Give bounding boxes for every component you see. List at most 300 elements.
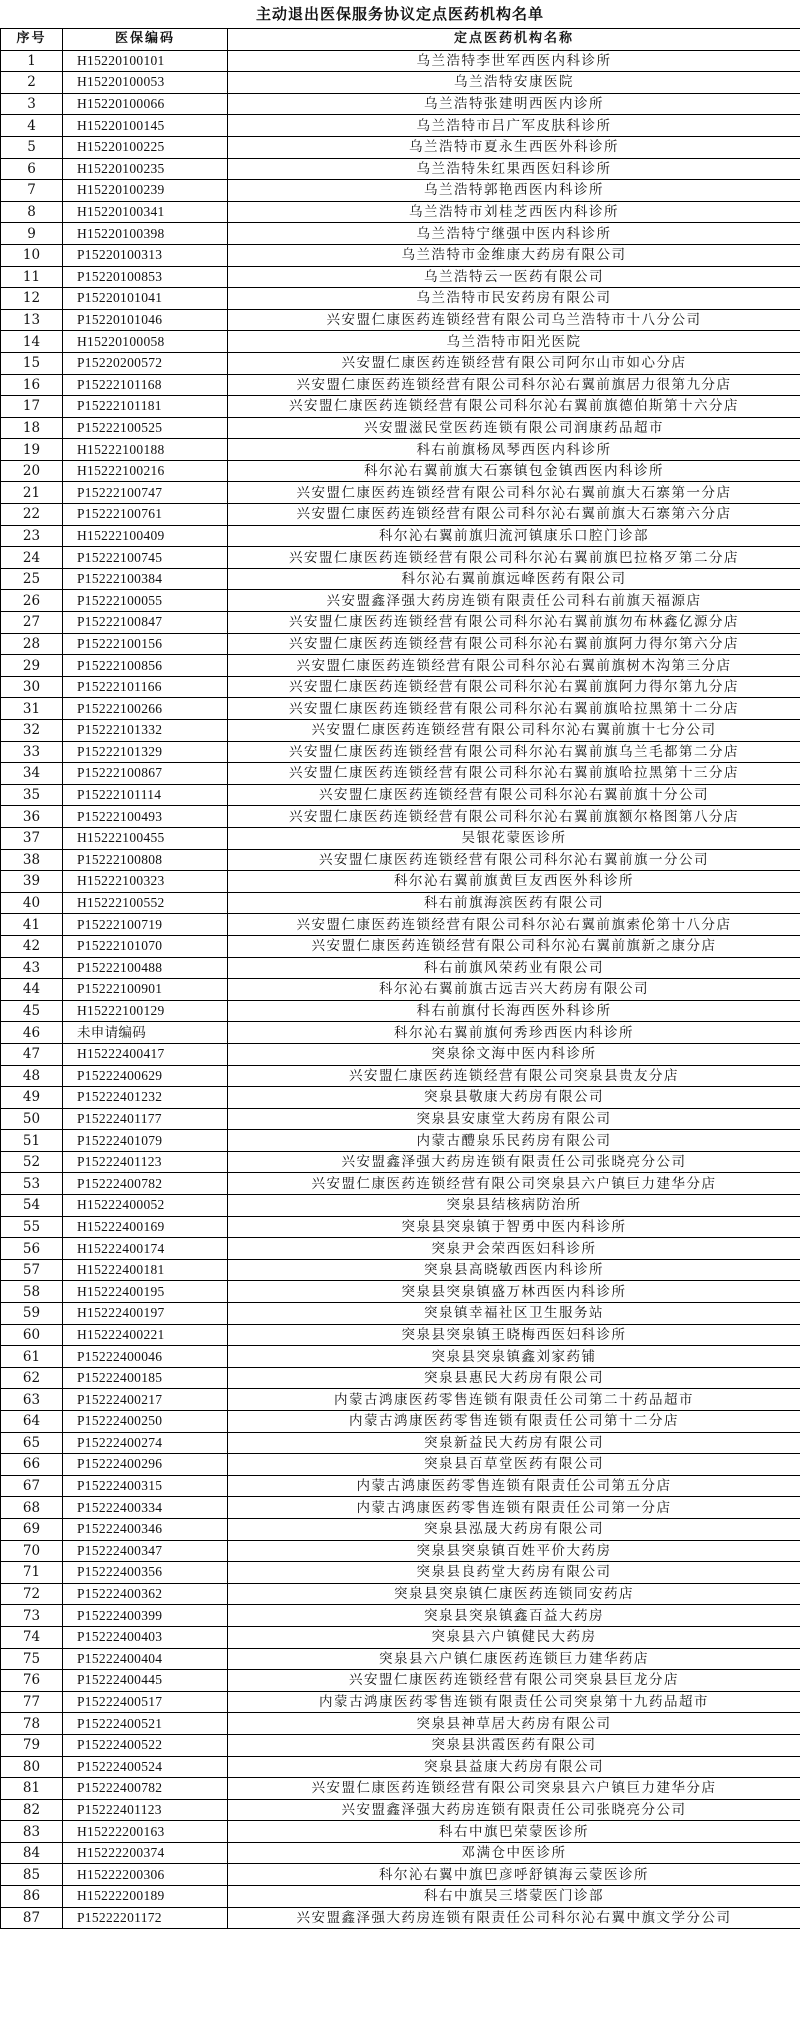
table-row <box>1 180 800 202</box>
row-index: 4 <box>1 115 63 137</box>
row-insurance-code: P15222100901 <box>63 979 228 1001</box>
row-index: 20 <box>1 460 63 482</box>
row-insurance-code: H15222400417 <box>63 1043 228 1065</box>
row-index: 33 <box>1 741 63 763</box>
row-insurance-code: H15222100455 <box>63 827 228 849</box>
row-insurance-code: H15220100235 <box>63 158 228 180</box>
row-insurance-code: P15220200572 <box>63 352 228 374</box>
row-institution-name: 内蒙古鸿康医药零售连锁有限责任公司第十二分店 <box>228 1411 800 1433</box>
row-institution-name: 乌兰浩特朱红果西医妇科诊所 <box>228 158 800 180</box>
row-insurance-code: P15220100853 <box>63 266 228 288</box>
table-row <box>1 568 800 590</box>
row-index: 35 <box>1 784 63 806</box>
table-row <box>1 158 800 180</box>
header-institution-name: 定点医药机构名称 <box>228 29 800 51</box>
row-institution-name: 突泉县突泉镇仁康医药连锁同安药店 <box>228 1583 800 1605</box>
row-institution-name: 兴安盟仁康医药连锁经营有限公司科尔沁右翼前旗德伯斯第十六分店 <box>228 396 800 418</box>
row-index: 44 <box>1 979 63 1001</box>
table-row <box>1 1195 800 1217</box>
row-insurance-code: P15222100719 <box>63 914 228 936</box>
table-row <box>1 1605 800 1627</box>
table-row <box>1 1411 800 1433</box>
table-header-row <box>1 29 800 51</box>
row-index: 19 <box>1 439 63 461</box>
row-index: 59 <box>1 1303 63 1325</box>
row-insurance-code: P15222100808 <box>63 849 228 871</box>
row-insurance-code: P15222400524 <box>63 1756 228 1778</box>
row-institution-name: 突泉县六户镇健民大药房 <box>228 1626 800 1648</box>
row-insurance-code: P15222401123 <box>63 1799 228 1821</box>
table-row <box>1 460 800 482</box>
row-index: 66 <box>1 1454 63 1476</box>
row-insurance-code: H15222400197 <box>63 1303 228 1325</box>
row-index: 75 <box>1 1648 63 1670</box>
row-institution-name: 科右前旗付长海西医外科诊所 <box>228 1000 800 1022</box>
row-index: 83 <box>1 1821 63 1843</box>
row-index: 16 <box>1 374 63 396</box>
row-institution-name: 内蒙古醴泉乐民药房有限公司 <box>228 1130 800 1152</box>
row-index: 26 <box>1 590 63 612</box>
row-index: 56 <box>1 1238 63 1260</box>
table-row <box>1 1173 800 1195</box>
table-row <box>1 1756 800 1778</box>
row-index: 5 <box>1 136 63 158</box>
row-index: 71 <box>1 1562 63 1584</box>
table-row <box>1 1497 800 1519</box>
row-institution-name: 兴安盟鑫泽强大药房连锁有限责任公司张晓亮分公司 <box>228 1151 800 1173</box>
row-index: 29 <box>1 655 63 677</box>
row-institution-name: 科右中旗巴荣蒙医诊所 <box>228 1821 800 1843</box>
row-insurance-code: H15222200163 <box>63 1821 228 1843</box>
table-body <box>1 50 800 1929</box>
row-insurance-code: P15222400445 <box>63 1670 228 1692</box>
row-insurance-code: P15222100266 <box>63 698 228 720</box>
row-institution-name: 突泉县突泉镇鑫刘家药铺 <box>228 1346 800 1368</box>
row-index: 58 <box>1 1281 63 1303</box>
row-index: 31 <box>1 698 63 720</box>
table-row <box>1 914 800 936</box>
row-index: 34 <box>1 763 63 785</box>
table-row <box>1 1432 800 1454</box>
row-institution-name: 兴安盟仁康医药连锁经营有限公司阿尔山市如心分店 <box>228 352 800 374</box>
row-institution-name: 兴安盟仁康医药连锁经营有限公司科尔沁右翼前旗十七分公司 <box>228 720 800 742</box>
institution-table <box>0 28 800 1929</box>
row-insurance-code: H15220100145 <box>63 115 228 137</box>
row-insurance-code: H15222400221 <box>63 1324 228 1346</box>
table-row <box>1 439 800 461</box>
row-institution-name: 兴安盟仁康医药连锁经营有限公司突泉县六户镇巨力建华分店 <box>228 1778 800 1800</box>
row-index: 76 <box>1 1670 63 1692</box>
row-institution-name: 兴安盟滋民堂医药连锁有限公司润康药品超市 <box>228 417 800 439</box>
row-insurance-code: H15222100216 <box>63 460 228 482</box>
row-index: 62 <box>1 1367 63 1389</box>
row-index: 73 <box>1 1605 63 1627</box>
row-index: 14 <box>1 331 63 353</box>
row-insurance-code: P15222401123 <box>63 1151 228 1173</box>
row-institution-name: 乌兰浩特市民安药房有限公司 <box>228 288 800 310</box>
header-index: 序号 <box>1 29 63 51</box>
row-index: 78 <box>1 1713 63 1735</box>
table-row <box>1 1324 800 1346</box>
row-insurance-code: H15220100058 <box>63 331 228 353</box>
row-institution-name: 兴安盟仁康医药连锁经营有限公司突泉县贵友分店 <box>228 1065 800 1087</box>
row-insurance-code: H15220100341 <box>63 201 228 223</box>
row-index: 61 <box>1 1346 63 1368</box>
row-index: 9 <box>1 223 63 245</box>
row-institution-name: 科右前旗海滨医药有限公司 <box>228 892 800 914</box>
row-insurance-code: P15222400296 <box>63 1454 228 1476</box>
row-insurance-code: P15222400185 <box>63 1367 228 1389</box>
row-institution-name: 兴安盟仁康医药连锁经营有限公司科尔沁右翼前旗新之康分店 <box>228 935 800 957</box>
row-insurance-code: H15222100129 <box>63 1000 228 1022</box>
table-row <box>1 633 800 655</box>
row-institution-name: 突泉镇幸福社区卫生服务站 <box>228 1303 800 1325</box>
table-row <box>1 1087 800 1109</box>
table-row <box>1 1626 800 1648</box>
row-insurance-code: P15220101046 <box>63 309 228 331</box>
row-institution-name: 兴安盟仁康医药连锁经营有限公司科尔沁右翼前旗乌兰毛都第二分店 <box>228 741 800 763</box>
row-institution-name: 兴安盟仁康医药连锁经营有限公司科尔沁右翼前旗勿布林鑫亿源分店 <box>228 612 800 634</box>
table-row <box>1 374 800 396</box>
row-institution-name: 突泉县泓晟大药房有限公司 <box>228 1518 800 1540</box>
row-insurance-code: P15222400334 <box>63 1497 228 1519</box>
table-row <box>1 957 800 979</box>
row-institution-name: 兴安盟鑫泽强大药房连锁有限责任公司科右前旗天福源店 <box>228 590 800 612</box>
row-index: 8 <box>1 201 63 223</box>
table-row <box>1 1151 800 1173</box>
table-row <box>1 935 800 957</box>
table-row <box>1 1367 800 1389</box>
table-row <box>1 93 800 115</box>
row-insurance-code: P15222100745 <box>63 547 228 569</box>
row-insurance-code: H15222200374 <box>63 1842 228 1864</box>
row-institution-name: 突泉县神草居大药房有限公司 <box>228 1713 800 1735</box>
row-index: 22 <box>1 504 63 526</box>
row-institution-name: 科尔沁右翼前旗古远吉兴大药房有限公司 <box>228 979 800 1001</box>
table-row <box>1 201 800 223</box>
row-insurance-code: P15222400347 <box>63 1540 228 1562</box>
row-index: 21 <box>1 482 63 504</box>
row-institution-name: 突泉县结核病防治所 <box>228 1195 800 1217</box>
row-insurance-code: P15220100313 <box>63 244 228 266</box>
row-index: 63 <box>1 1389 63 1411</box>
row-institution-name: 科尔沁右翼中旗巴彦呼舒镇海云蒙医诊所 <box>228 1864 800 1886</box>
row-index: 13 <box>1 309 63 331</box>
row-index: 64 <box>1 1411 63 1433</box>
row-index: 39 <box>1 871 63 893</box>
table-row <box>1 806 800 828</box>
row-index: 17 <box>1 396 63 418</box>
row-insurance-code: P15222101329 <box>63 741 228 763</box>
row-institution-name: 兴安盟仁康医药连锁经营有限公司科尔沁右翼前旗阿力得尔第九分店 <box>228 676 800 698</box>
table-row <box>1 655 800 677</box>
row-index: 68 <box>1 1497 63 1519</box>
row-institution-name: 内蒙古鸿康医药零售连锁有限责任公司第五分店 <box>228 1475 800 1497</box>
row-insurance-code: P15222100493 <box>63 806 228 828</box>
table-row <box>1 590 800 612</box>
table-row <box>1 1216 800 1238</box>
table-row <box>1 266 800 288</box>
row-institution-name: 乌兰浩特郭艳西医内科诊所 <box>228 180 800 202</box>
row-institution-name: 乌兰浩特市夏永生西医外科诊所 <box>228 136 800 158</box>
row-index: 40 <box>1 892 63 914</box>
row-index: 15 <box>1 352 63 374</box>
row-index: 52 <box>1 1151 63 1173</box>
row-insurance-code: P15222100488 <box>63 957 228 979</box>
row-institution-name: 吴银花蒙医诊所 <box>228 827 800 849</box>
row-insurance-code: P15222100867 <box>63 763 228 785</box>
row-insurance-code: H15220100398 <box>63 223 228 245</box>
table-row <box>1 115 800 137</box>
table-row <box>1 1778 800 1800</box>
row-insurance-code: P15222400521 <box>63 1713 228 1735</box>
table-row <box>1 892 800 914</box>
row-institution-name: 兴安盟仁康医药连锁经营有限公司科尔沁右翼前旗居力很第九分店 <box>228 374 800 396</box>
table-row <box>1 1540 800 1562</box>
row-institution-name: 兴安盟仁康医药连锁经营有限公司科尔沁右翼前旗哈拉黑第十二分店 <box>228 698 800 720</box>
row-institution-name: 突泉县突泉镇于智勇中医内科诊所 <box>228 1216 800 1238</box>
row-institution-name: 内蒙古鸿康医药零售连锁有限责任公司第二十药品超市 <box>228 1389 800 1411</box>
row-institution-name: 乌兰浩特市阳光医院 <box>228 331 800 353</box>
row-index: 36 <box>1 806 63 828</box>
table-row <box>1 1303 800 1325</box>
row-index: 49 <box>1 1087 63 1109</box>
row-index: 72 <box>1 1583 63 1605</box>
row-insurance-code: P15222101114 <box>63 784 228 806</box>
row-index: 43 <box>1 957 63 979</box>
table-row <box>1 827 800 849</box>
row-institution-name: 科尔沁右翼前旗黄巨友西医外科诊所 <box>228 871 800 893</box>
row-index: 23 <box>1 525 63 547</box>
table-row <box>1 244 800 266</box>
row-insurance-code: H15222100409 <box>63 525 228 547</box>
row-insurance-code: P15222401079 <box>63 1130 228 1152</box>
row-institution-name: 兴安盟仁康医药连锁经营有限公司科尔沁右翼前旗十分公司 <box>228 784 800 806</box>
row-insurance-code: P15222100055 <box>63 590 228 612</box>
table-row <box>1 482 800 504</box>
row-index: 42 <box>1 935 63 957</box>
row-insurance-code: P15222101070 <box>63 935 228 957</box>
row-insurance-code: P15222400274 <box>63 1432 228 1454</box>
row-institution-name: 科尔沁右翼前旗大石寨镇包金镇西医内科诊所 <box>228 460 800 482</box>
row-insurance-code: P15222400356 <box>63 1562 228 1584</box>
row-institution-name: 兴安盟仁康医药连锁经营有限公司科尔沁右翼前旗额尔格图第八分店 <box>228 806 800 828</box>
row-institution-name: 乌兰浩特宁继强中医内科诊所 <box>228 223 800 245</box>
table-row <box>1 1389 800 1411</box>
row-index: 12 <box>1 288 63 310</box>
row-institution-name: 乌兰浩特张建明西医内诊所 <box>228 93 800 115</box>
table-row <box>1 1518 800 1540</box>
row-institution-name: 突泉县突泉镇王晓梅西医妇科诊所 <box>228 1324 800 1346</box>
table-row <box>1 1259 800 1281</box>
table-row <box>1 525 800 547</box>
table-row <box>1 223 800 245</box>
row-insurance-code: P15222201172 <box>63 1907 228 1929</box>
row-institution-name: 乌兰浩特市吕广军皮肤科诊所 <box>228 115 800 137</box>
row-insurance-code: P15222100525 <box>63 417 228 439</box>
row-insurance-code: P15222400629 <box>63 1065 228 1087</box>
row-insurance-code: P15222101332 <box>63 720 228 742</box>
row-institution-name: 突泉新益民大药房有限公司 <box>228 1432 800 1454</box>
row-index: 65 <box>1 1432 63 1454</box>
row-institution-name: 兴安盟仁康医药连锁经营有限公司科尔沁右翼前旗阿力得尔第六分店 <box>228 633 800 655</box>
table-row <box>1 1734 800 1756</box>
table-row <box>1 50 800 72</box>
row-institution-name: 邓满仓中医诊所 <box>228 1842 800 1864</box>
row-index: 10 <box>1 244 63 266</box>
table-row <box>1 1022 800 1044</box>
row-institution-name: 兴安盟鑫泽强大药房连锁有限责任公司张晓亮分公司 <box>228 1799 800 1821</box>
table-row <box>1 1043 800 1065</box>
row-insurance-code: P15222100856 <box>63 655 228 677</box>
row-institution-name: 科右前旗风荣药业有限公司 <box>228 957 800 979</box>
table-row <box>1 741 800 763</box>
row-index: 25 <box>1 568 63 590</box>
table-row <box>1 1648 800 1670</box>
row-insurance-code: P15222400517 <box>63 1691 228 1713</box>
table-row <box>1 288 800 310</box>
row-index: 80 <box>1 1756 63 1778</box>
row-institution-name: 内蒙古鸿康医药零售连锁有限责任公司突泉第十九药品超市 <box>228 1691 800 1713</box>
table-row <box>1 417 800 439</box>
row-institution-name: 突泉县敬康大药房有限公司 <box>228 1087 800 1109</box>
row-insurance-code: P15222100747 <box>63 482 228 504</box>
row-index: 1 <box>1 50 63 72</box>
table-row <box>1 676 800 698</box>
table-row <box>1 1886 800 1908</box>
row-institution-name: 突泉县突泉镇百姓平价大药房 <box>228 1540 800 1562</box>
table-row <box>1 698 800 720</box>
row-insurance-code: H15222200189 <box>63 1886 228 1908</box>
table-row <box>1 979 800 1001</box>
table-row <box>1 1475 800 1497</box>
table-row <box>1 1799 800 1821</box>
row-institution-name: 突泉县突泉镇盛万林西医内科诊所 <box>228 1281 800 1303</box>
row-institution-name: 科尔沁右翼前旗归流河镇康乐口腔门诊部 <box>228 525 800 547</box>
row-insurance-code: P15222101168 <box>63 374 228 396</box>
row-institution-name: 突泉尹会荣西医妇科诊所 <box>228 1238 800 1260</box>
table-row <box>1 547 800 569</box>
row-index: 11 <box>1 266 63 288</box>
row-institution-name: 兴安盟仁康医药连锁经营有限公司科尔沁右翼前旗大石寨第六分店 <box>228 504 800 526</box>
row-insurance-code: P15222400346 <box>63 1518 228 1540</box>
row-insurance-code: P15222400404 <box>63 1648 228 1670</box>
row-insurance-code: P15222401232 <box>63 1087 228 1109</box>
row-index: 60 <box>1 1324 63 1346</box>
row-institution-name: 突泉县安康堂大药房有限公司 <box>228 1108 800 1130</box>
row-insurance-code: P15222400782 <box>63 1173 228 1195</box>
row-institution-name: 乌兰浩特云一医药有限公司 <box>228 266 800 288</box>
row-institution-name: 突泉县益康大药房有限公司 <box>228 1756 800 1778</box>
row-institution-name: 乌兰浩特市金维康大药房有限公司 <box>228 244 800 266</box>
row-insurance-code: H15222200306 <box>63 1864 228 1886</box>
table-row <box>1 1907 800 1929</box>
table-row <box>1 1670 800 1692</box>
row-insurance-code: 未申请编码 <box>63 1022 228 1044</box>
table-row <box>1 1864 800 1886</box>
row-institution-name: 乌兰浩特安康医院 <box>228 72 800 94</box>
row-insurance-code: H15220100239 <box>63 180 228 202</box>
row-index: 3 <box>1 93 63 115</box>
row-index: 86 <box>1 1886 63 1908</box>
row-institution-name: 突泉县六户镇仁康医药连锁巨力建华药店 <box>228 1648 800 1670</box>
row-index: 41 <box>1 914 63 936</box>
row-institution-name: 突泉徐文海中医内科诊所 <box>228 1043 800 1065</box>
table-row <box>1 136 800 158</box>
row-institution-name: 兴安盟仁康医药连锁经营有限公司突泉县六户镇巨力建华分店 <box>228 1173 800 1195</box>
row-index: 2 <box>1 72 63 94</box>
table-row <box>1 331 800 353</box>
row-index: 45 <box>1 1000 63 1022</box>
row-index: 48 <box>1 1065 63 1087</box>
row-index: 28 <box>1 633 63 655</box>
row-insurance-code: P15222400522 <box>63 1734 228 1756</box>
row-insurance-code: P15222400217 <box>63 1389 228 1411</box>
row-institution-name: 兴安盟仁康医药连锁经营有限公司突泉县巨龙分店 <box>228 1670 800 1692</box>
table-row <box>1 1454 800 1476</box>
table-row <box>1 1562 800 1584</box>
row-index: 50 <box>1 1108 63 1130</box>
table-row <box>1 1713 800 1735</box>
row-institution-name: 突泉县突泉镇鑫百益大药房 <box>228 1605 800 1627</box>
row-index: 57 <box>1 1259 63 1281</box>
row-institution-name: 兴安盟仁康医药连锁经营有限公司科尔沁右翼前旗大石寨第一分店 <box>228 482 800 504</box>
row-index: 84 <box>1 1842 63 1864</box>
row-index: 69 <box>1 1518 63 1540</box>
table-row <box>1 612 800 634</box>
table-row <box>1 1281 800 1303</box>
row-index: 18 <box>1 417 63 439</box>
row-index: 27 <box>1 612 63 634</box>
row-institution-name: 兴安盟仁康医药连锁经营有限公司乌兰浩特市十八分公司 <box>228 309 800 331</box>
row-institution-name: 科尔沁右翼前旗远峰医药有限公司 <box>228 568 800 590</box>
row-institution-name: 兴安盟仁康医药连锁经营有限公司科尔沁右翼前旗索伦第十八分店 <box>228 914 800 936</box>
row-index: 87 <box>1 1907 63 1929</box>
table-row <box>1 1108 800 1130</box>
row-insurance-code: P15222101181 <box>63 396 228 418</box>
row-index: 24 <box>1 547 63 569</box>
row-index: 38 <box>1 849 63 871</box>
row-institution-name: 突泉县良药堂大药房有限公司 <box>228 1562 800 1584</box>
row-index: 77 <box>1 1691 63 1713</box>
row-insurance-code: P15222101166 <box>63 676 228 698</box>
row-institution-name: 科右前旗杨凤琴西医内科诊所 <box>228 439 800 461</box>
table-row <box>1 352 800 374</box>
table-row <box>1 784 800 806</box>
row-institution-name: 突泉县百草堂医药有限公司 <box>228 1454 800 1476</box>
table-row <box>1 1238 800 1260</box>
row-index: 74 <box>1 1626 63 1648</box>
row-index: 51 <box>1 1130 63 1152</box>
row-insurance-code: P15222400782 <box>63 1778 228 1800</box>
row-insurance-code: P15222100761 <box>63 504 228 526</box>
row-index: 47 <box>1 1043 63 1065</box>
row-institution-name: 兴安盟仁康医药连锁经营有限公司科尔沁右翼前旗树木沟第三分店 <box>228 655 800 677</box>
row-insurance-code: P15222100156 <box>63 633 228 655</box>
row-insurance-code: P15222100847 <box>63 612 228 634</box>
row-institution-name: 突泉县高晓敏西医内科诊所 <box>228 1259 800 1281</box>
table-row <box>1 504 800 526</box>
page-title: 主动退出医保服务协议定点医药机构名单 <box>255 5 544 23</box>
row-index: 37 <box>1 827 63 849</box>
table-row <box>1 72 800 94</box>
row-institution-name: 突泉县洪霞医药有限公司 <box>228 1734 800 1756</box>
row-insurance-code: H15220100066 <box>63 93 228 115</box>
table-row <box>1 1000 800 1022</box>
row-institution-name: 兴安盟仁康医药连锁经营有限公司科尔沁右翼前旗哈拉黑第十三分店 <box>228 763 800 785</box>
row-institution-name: 突泉县惠民大药房有限公司 <box>228 1367 800 1389</box>
table-row <box>1 1583 800 1605</box>
